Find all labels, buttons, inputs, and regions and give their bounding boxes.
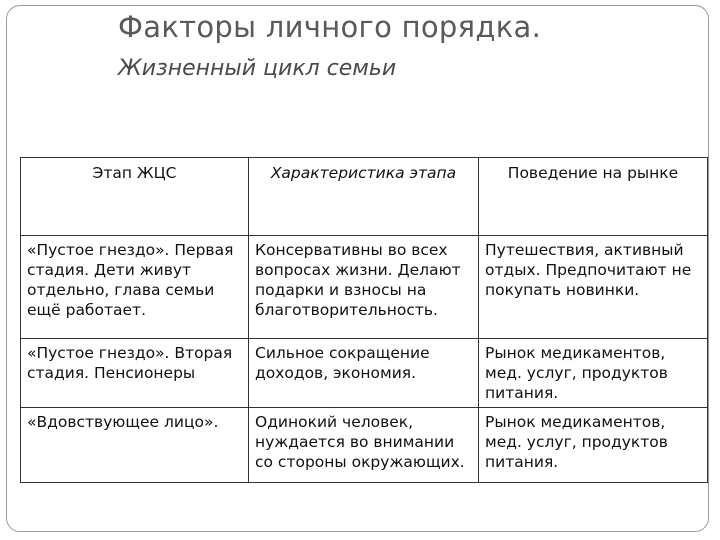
cell-stage: «Пустое гнездо». Первая стадия. Дети живут отдельно, глава семьи ещё работает. — [21, 236, 249, 339]
slide-subtitle: Жизненный цикл семьи — [118, 56, 397, 81]
header-market-behavior: Поведение на рынке — [479, 158, 708, 236]
cell-behavior: Путешествия, активный отдых. Предпочитают не покупать новинки. — [479, 236, 708, 339]
table-row — [21, 408, 708, 483]
cell-behavior: Рынок медикаментов, мед. услуг, продуктов питания. — [479, 339, 708, 408]
header-characteristic: Характеристика этапа — [249, 158, 479, 236]
slide-title: Факторы личного порядка. — [118, 10, 542, 44]
cell-characteristic: Консервативны во всех вопросах жизни. Делают подарки и взносы на благотворительность. — [249, 236, 479, 339]
cell-behavior: Рынок медикаментов, мед. услуг, продуктов питания. — [479, 408, 708, 483]
cell-characteristic: Сильное сокращение доходов, экономия. — [249, 339, 479, 408]
header-stage: Этап ЖЦС — [21, 158, 249, 236]
table-header-row — [21, 158, 708, 236]
cell-characteristic: Одинокий человек, нуждается во внимании со стороны окружающих. — [249, 408, 479, 483]
cell-stage: «Вдовствующее лицо». — [21, 408, 249, 483]
family-lifecycle-table — [20, 157, 708, 483]
cell-stage: «Пустое гнездо». Вторая стадия. Пенсионеры — [21, 339, 249, 408]
table-row — [21, 236, 708, 339]
table-row — [21, 339, 708, 408]
